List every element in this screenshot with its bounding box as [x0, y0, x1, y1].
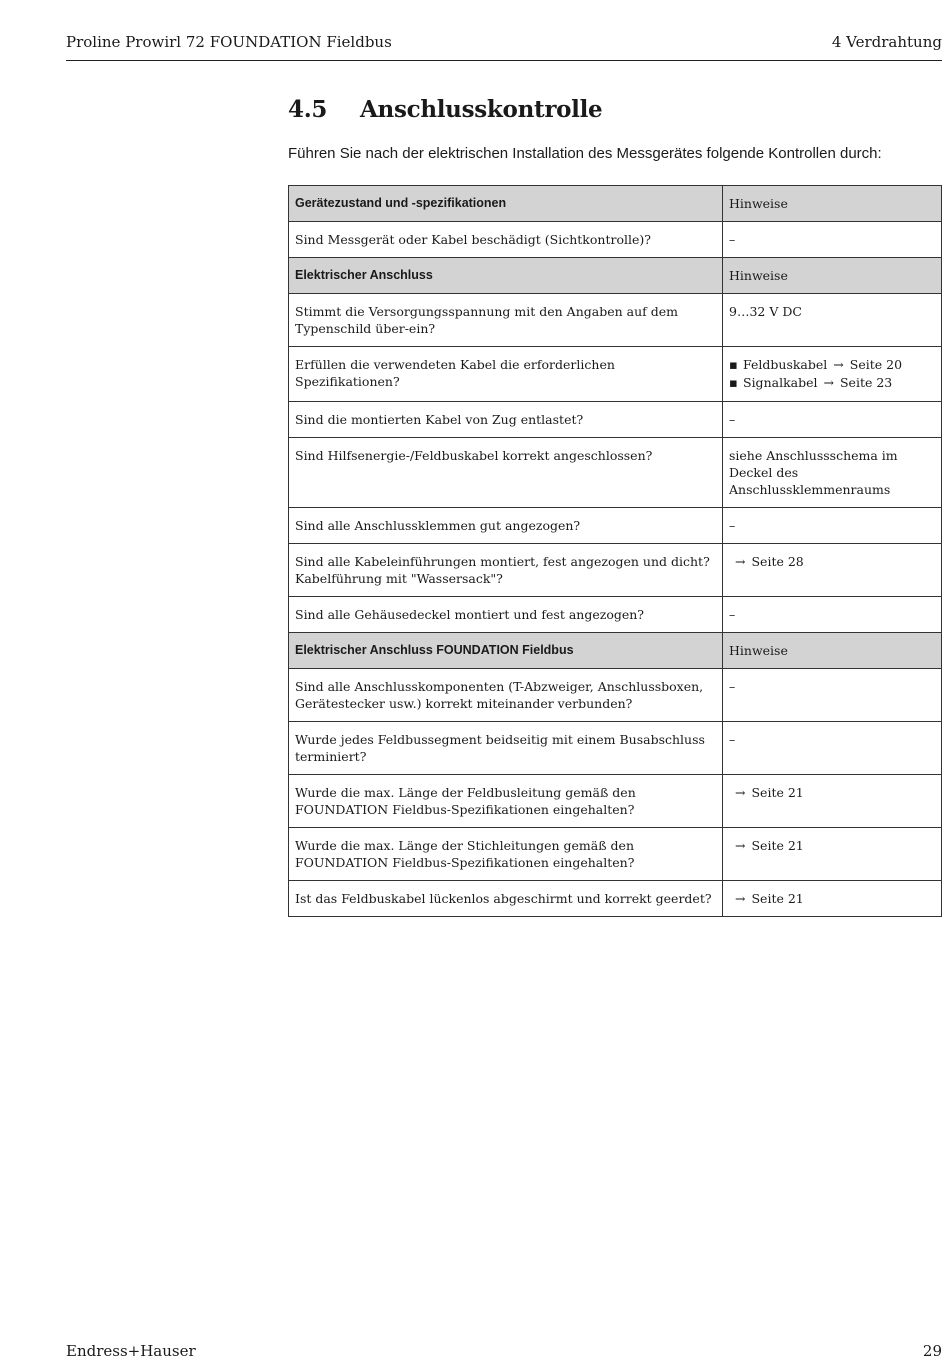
header-cell-fieldbus: Elektrischer Anschluss FOUNDATION Fieldbus [289, 633, 723, 669]
question-cell: Erfüllen die verwendeten Kabel die erforderlichen Spezifikationen? [289, 347, 723, 402]
table-header-row [289, 258, 942, 294]
page-header [66, 30, 942, 61]
note-cell: – [723, 402, 942, 438]
note-cell [723, 881, 942, 917]
page-reference-link[interactable]: Seite 20 [849, 357, 903, 372]
question-line: Sind alle Kabeleinführungen montiert, fest angezogen und dicht? [295, 554, 710, 569]
table-row [289, 722, 942, 775]
question-cell: Sind Hilfsenergie-/Feldbuskabel korrekt angeschlossen? [289, 438, 723, 508]
arrow-right-icon: → [735, 838, 746, 853]
connection-check-table [288, 185, 942, 917]
header-cell-notes: Hinweise [723, 633, 942, 669]
table-header-row [289, 633, 942, 669]
question-cell: Sind alle Gehäusedeckel montiert und fest angezogen? [289, 597, 723, 633]
arrow-right-icon: → [833, 357, 844, 372]
arrow-right-icon: → [735, 554, 746, 569]
page-reference-link[interactable]: Seite 21 [751, 838, 804, 853]
question-cell: Sind Messgerät oder Kabel beschädigt (Sichtkontrolle)? [289, 222, 723, 258]
section-intro: Führen Sie nach der elektrischen Installation des Messgerätes folgende Kontrollen durch: [288, 145, 882, 162]
table-header-row [289, 186, 942, 222]
arrow-right-icon: → [823, 375, 834, 390]
table-row [289, 828, 942, 881]
header-cell-condition: Gerätezustand und -spezifikationen [289, 186, 723, 222]
page-reference-link[interactable]: Seite 23 [839, 375, 893, 390]
page-reference-link[interactable]: Seite 21 [751, 891, 804, 906]
note-cell [723, 828, 942, 881]
question-cell: Ist das Feldbuskabel lückenlos abgeschirmt und korrekt geerdet? [289, 881, 723, 917]
note-cell [723, 347, 942, 402]
header-cell-notes: Hinweise [723, 258, 942, 294]
table-row [289, 775, 942, 828]
table-row [289, 438, 942, 508]
bullet-item [729, 356, 935, 374]
header-chapter: 4 Verdrahtung [831, 33, 942, 51]
note-cell: – [723, 222, 942, 258]
section-number: 4.5 [288, 96, 328, 123]
header-document-title: Proline Prowirl 72 FOUNDATION Fieldbus [66, 33, 392, 51]
page-reference-link[interactable]: Seite 28 [751, 554, 804, 569]
question-cell: Sind die montierten Kabel von Zug entlastet? [289, 402, 723, 438]
table-row [289, 544, 942, 597]
note-cell: – [723, 508, 942, 544]
bullet-item [729, 374, 935, 392]
arrow-right-icon: → [735, 891, 746, 906]
note-cell: 9…32 V DC [723, 294, 942, 347]
header-cell-notes: Hinweise [723, 186, 942, 222]
note-cell: siehe Anschlussschema im Deckel des Anschlussklemmenraums [723, 438, 942, 508]
table-row [289, 669, 942, 722]
question-cell: Wurde die max. Länge der Stichleitungen gemäß den FOUNDATION Fieldbus-Spezifikationen eingehalten? [289, 828, 723, 881]
note-cell: – [723, 722, 942, 775]
question-cell [289, 544, 723, 597]
note-cell [723, 544, 942, 597]
table-row [289, 508, 942, 544]
question-cell: Wurde jedes Feldbussegment beidseitig mit einem Busabschluss terminiert? [289, 722, 723, 775]
note-cell: – [723, 597, 942, 633]
table-row [289, 294, 942, 347]
question-cell: Stimmt die Versorgungsspannung mit den Angaben auf dem Typenschild über-ein? [289, 294, 723, 347]
question-cell: Sind alle Anschlussklemmen gut angezogen? [289, 508, 723, 544]
table-row [289, 347, 942, 402]
table-row [289, 402, 942, 438]
note-cell: – [723, 669, 942, 722]
question-cell: Wurde die max. Länge der Feldbusleitung gemäß den FOUNDATION Fieldbus-Spezifikationen eingehalten? [289, 775, 723, 828]
bullet-label: Feldbuskabel [743, 357, 828, 372]
section-title-text: Anschlusskontrolle [360, 96, 603, 123]
note-cell [723, 775, 942, 828]
page-number: 29 [922, 1342, 942, 1360]
table-row [289, 597, 942, 633]
table-row [289, 881, 942, 917]
table-row [289, 222, 942, 258]
question-cell: Sind alle Anschlusskomponenten (T-Abzweiger, Anschlussboxen, Gerätestecker usw.) korrekt miteinander verbunden? [289, 669, 723, 722]
page-reference-link[interactable]: Seite 21 [751, 785, 804, 800]
question-line: Kabelführung mit "Wassersack"? [295, 571, 503, 586]
section-title [288, 96, 602, 123]
header-cell-electrical: Elektrischer Anschluss [289, 258, 723, 294]
bullet-label: Signalkabel [743, 375, 818, 390]
arrow-right-icon: → [735, 785, 746, 800]
footer-brand: Endress+Hauser [66, 1342, 196, 1360]
